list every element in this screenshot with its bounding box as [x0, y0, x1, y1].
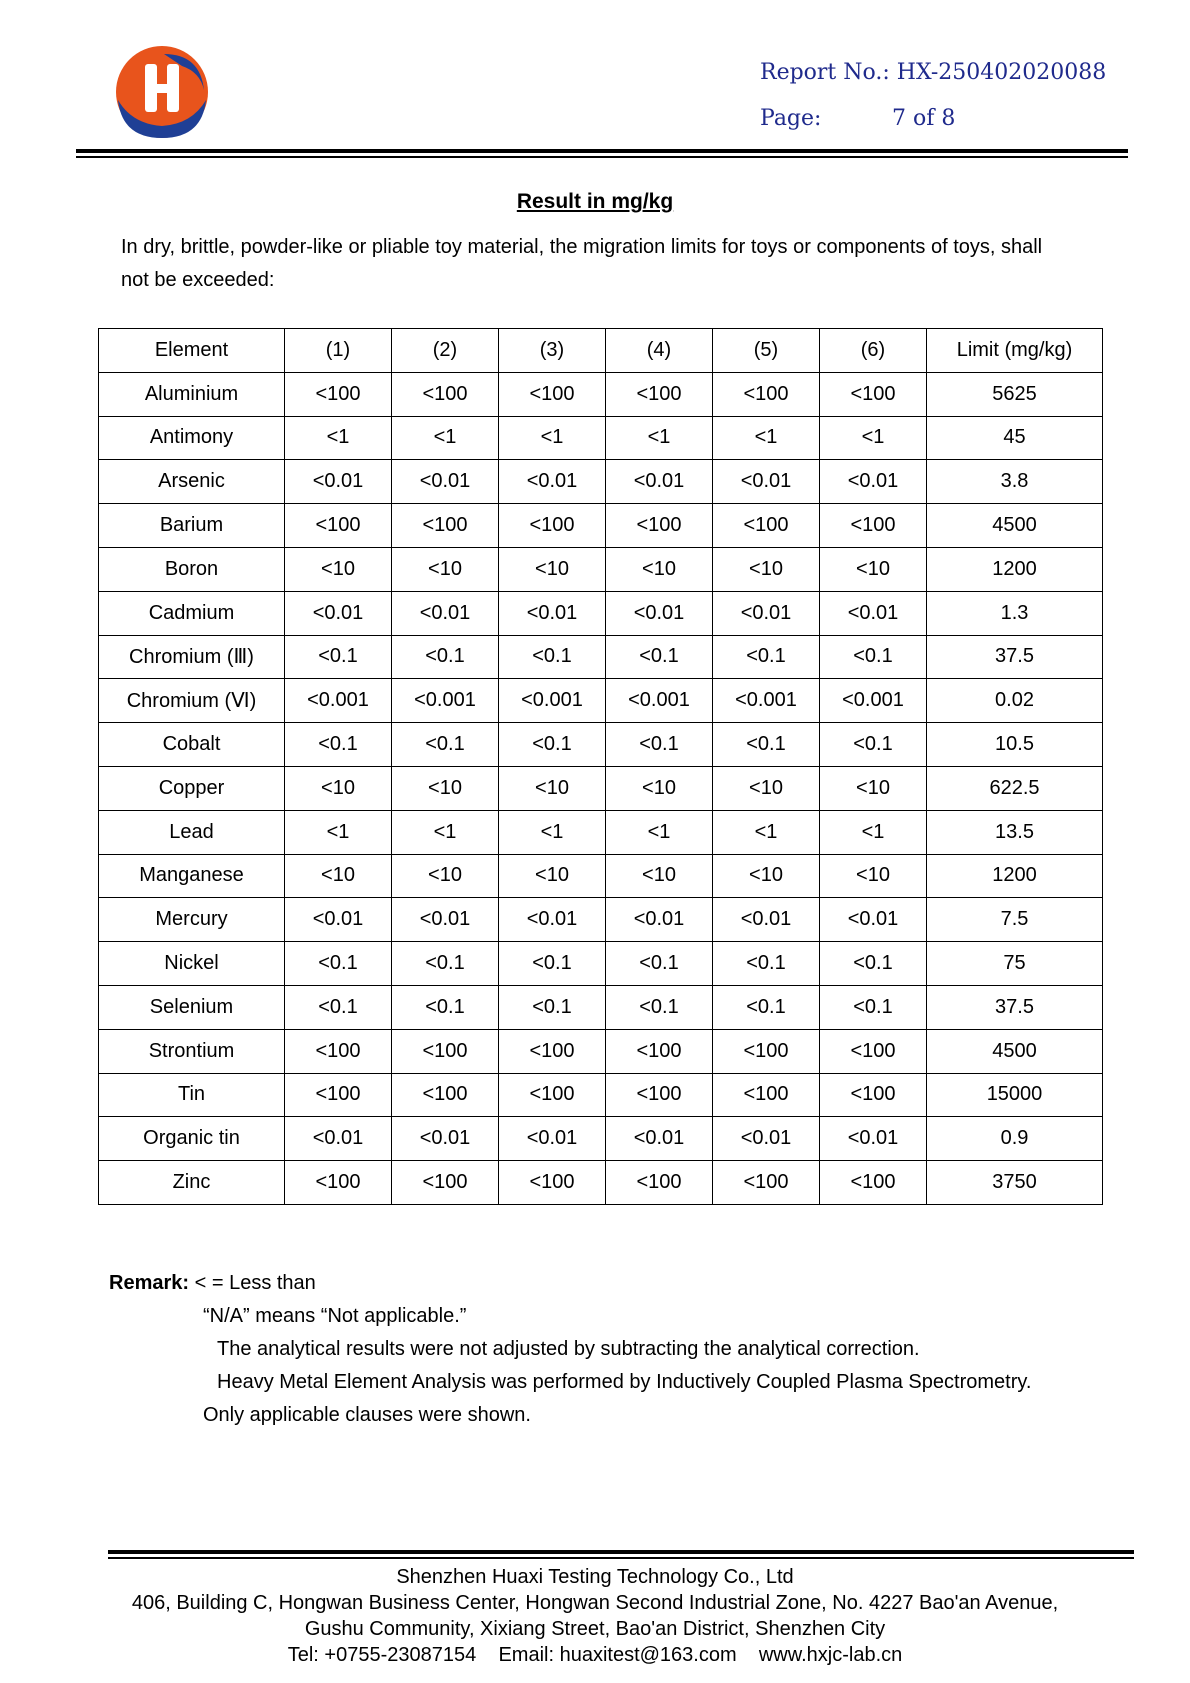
element-cell: Chromium (Ⅲ) [99, 635, 285, 679]
result-cell: <100 [392, 1161, 499, 1205]
limit-cell: 1.3 [927, 591, 1103, 635]
result-cell: <0.01 [713, 460, 820, 504]
element-cell: Selenium [99, 985, 285, 1029]
result-cell: <1 [820, 416, 927, 460]
result-cell: <100 [392, 372, 499, 416]
limit-cell: 37.5 [927, 635, 1103, 679]
element-cell: Zinc [99, 1161, 285, 1205]
element-cell: Nickel [99, 942, 285, 986]
limit-cell: 0.9 [927, 1117, 1103, 1161]
result-cell: <0.1 [606, 942, 713, 986]
result-cell: <10 [606, 854, 713, 898]
result-cell: <10 [285, 547, 392, 591]
result-cell: <0.1 [820, 635, 927, 679]
result-cell: <100 [499, 1029, 606, 1073]
column-header: (6) [820, 329, 927, 373]
table-row [99, 372, 1103, 416]
result-cell: <0.001 [820, 679, 927, 723]
result-cell: <100 [499, 372, 606, 416]
table-row [99, 766, 1103, 810]
column-header: (1) [285, 329, 392, 373]
result-cell: <100 [713, 1073, 820, 1117]
result-cell: <0.01 [285, 1117, 392, 1161]
table-row [99, 547, 1103, 591]
result-cell: <0.1 [285, 942, 392, 986]
element-cell: Aluminium [99, 372, 285, 416]
element-cell: Antimony [99, 416, 285, 460]
table-row [99, 679, 1103, 723]
limit-cell: 15000 [927, 1073, 1103, 1117]
remark-line-3: The analytical results were not adjusted by subtracting the analytical correction. [217, 1338, 920, 1360]
result-cell: <100 [606, 1073, 713, 1117]
limit-cell: 45 [927, 416, 1103, 460]
remark-line-2: “N/A” means “Not applicable.” [203, 1305, 467, 1327]
result-cell: <0.01 [713, 591, 820, 635]
limit-cell: 4500 [927, 504, 1103, 548]
result-cell: <0.01 [606, 898, 713, 942]
element-cell: Copper [99, 766, 285, 810]
table-row [99, 854, 1103, 898]
element-cell: Chromium (Ⅵ) [99, 679, 285, 723]
result-cell: <0.01 [606, 460, 713, 504]
result-cell: <10 [392, 547, 499, 591]
result-cell: <1 [499, 810, 606, 854]
element-cell: Boron [99, 547, 285, 591]
result-cell: <100 [820, 372, 927, 416]
result-cell: <0.001 [392, 679, 499, 723]
table-header-row [99, 329, 1103, 373]
result-cell: <100 [713, 504, 820, 548]
table-row [99, 1117, 1103, 1161]
result-cell: <100 [285, 372, 392, 416]
result-cell: <100 [285, 1073, 392, 1117]
result-cell: <0.1 [713, 723, 820, 767]
hx-logo-icon [112, 42, 212, 142]
table-row [99, 1161, 1103, 1205]
element-cell: Organic tin [99, 1117, 285, 1161]
result-cell: <100 [820, 1161, 927, 1205]
footer-contact: Tel: +0755-23087154 Email: huaxitest@163.com www.hxjc-lab.cn [287, 1644, 903, 1666]
remark-line-1 [109, 1272, 316, 1295]
table-row [99, 942, 1103, 986]
result-cell: <0.01 [820, 1117, 927, 1161]
result-cell: <100 [713, 372, 820, 416]
result-cell: <1 [392, 810, 499, 854]
result-cell: <10 [499, 766, 606, 810]
limit-cell: 10.5 [927, 723, 1103, 767]
result-cell: <0.1 [499, 723, 606, 767]
result-cell: <10 [606, 766, 713, 810]
table-row [99, 985, 1103, 1029]
result-cell: <1 [713, 416, 820, 460]
result-cell: <100 [285, 1161, 392, 1205]
result-cell: <100 [285, 504, 392, 548]
result-cell: <10 [499, 854, 606, 898]
result-cell: <0.01 [499, 898, 606, 942]
result-cell: <0.1 [392, 985, 499, 1029]
result-cell: <100 [820, 1073, 927, 1117]
element-cell: Lead [99, 810, 285, 854]
result-cell: <100 [606, 372, 713, 416]
result-cell: <1 [606, 416, 713, 460]
element-cell: Barium [99, 504, 285, 548]
page-label: Page: [760, 106, 822, 131]
table-body [99, 372, 1103, 1204]
results-table [98, 328, 1103, 1205]
table-row [99, 460, 1103, 504]
element-cell: Mercury [99, 898, 285, 942]
limit-cell: 622.5 [927, 766, 1103, 810]
result-cell: <0.01 [392, 460, 499, 504]
result-cell: <0.1 [392, 635, 499, 679]
result-cell: <0.1 [499, 635, 606, 679]
result-cell: <10 [820, 766, 927, 810]
column-header: (4) [606, 329, 713, 373]
result-cell: <0.01 [285, 898, 392, 942]
result-cell: <100 [285, 1029, 392, 1073]
column-header: (5) [713, 329, 820, 373]
result-cell: <0.1 [713, 942, 820, 986]
footer-rule [108, 1550, 1134, 1554]
result-cell: <0.1 [606, 635, 713, 679]
remark-text: < = Less than [189, 1272, 316, 1294]
result-cell: <0.1 [713, 635, 820, 679]
result-cell: <100 [499, 1073, 606, 1117]
limit-cell: 7.5 [927, 898, 1103, 942]
result-cell: <0.1 [713, 985, 820, 1029]
result-cell: <0.1 [499, 942, 606, 986]
result-cell: <0.1 [820, 942, 927, 986]
limit-cell: 3.8 [927, 460, 1103, 504]
result-cell: <0.01 [820, 460, 927, 504]
table-row [99, 810, 1103, 854]
column-header: (3) [499, 329, 606, 373]
result-cell: <0.01 [499, 591, 606, 635]
element-cell: Tin [99, 1073, 285, 1117]
result-cell: <100 [392, 1073, 499, 1117]
table-row [99, 723, 1103, 767]
result-cell: <0.01 [392, 898, 499, 942]
column-header: Element [99, 329, 285, 373]
result-cell: <1 [285, 810, 392, 854]
result-cell: <10 [820, 854, 927, 898]
result-cell: <0.01 [820, 591, 927, 635]
result-cell: <0.001 [499, 679, 606, 723]
result-cell: <10 [606, 547, 713, 591]
remark-line-5: Only applicable clauses were shown. [203, 1404, 531, 1426]
result-cell: <0.01 [713, 898, 820, 942]
element-cell: Cadmium [99, 591, 285, 635]
result-cell: <10 [820, 547, 927, 591]
limit-cell: 75 [927, 942, 1103, 986]
result-cell: <10 [392, 854, 499, 898]
result-cell: <10 [285, 854, 392, 898]
result-cell: <0.1 [392, 723, 499, 767]
result-cell: <100 [606, 1029, 713, 1073]
result-cell: <100 [499, 1161, 606, 1205]
limit-cell: 37.5 [927, 985, 1103, 1029]
limit-cell: 5625 [927, 372, 1103, 416]
table-row [99, 1073, 1103, 1117]
result-cell: <10 [713, 854, 820, 898]
header-rule [76, 149, 1128, 153]
result-cell: <0.1 [820, 985, 927, 1029]
result-cell: <100 [392, 1029, 499, 1073]
result-cell: <10 [499, 547, 606, 591]
table-row [99, 635, 1103, 679]
table-row [99, 898, 1103, 942]
result-cell: <100 [606, 1161, 713, 1205]
column-header: (2) [392, 329, 499, 373]
result-cell: <0.001 [713, 679, 820, 723]
element-cell: Manganese [99, 854, 285, 898]
result-cell: <1 [820, 810, 927, 854]
result-cell: <0.1 [820, 723, 927, 767]
result-cell: <10 [713, 547, 820, 591]
remark-label: Remark: [109, 1272, 190, 1294]
element-cell: Arsenic [99, 460, 285, 504]
result-cell: <1 [392, 416, 499, 460]
intro-line-2: not be exceeded: [121, 269, 275, 291]
result-cell: <0.01 [285, 460, 392, 504]
element-cell: Strontium [99, 1029, 285, 1073]
footer-address-1: 406, Building C, Hongwan Business Center, Hongwan Second Industrial Zone, No. 4227 Bao'an Avenue, [131, 1592, 1059, 1614]
result-cell: <0.01 [285, 591, 392, 635]
result-cell: <1 [713, 810, 820, 854]
footer-address-2: Gushu Community, Xixiang Street, Bao'an District, Shenzhen City [304, 1618, 886, 1640]
result-cell: <0.001 [285, 679, 392, 723]
result-cell: <10 [713, 766, 820, 810]
page-number: 7 of 8 [892, 106, 956, 131]
result-cell: <0.1 [606, 985, 713, 1029]
result-cell: <1 [606, 810, 713, 854]
result-cell: <0.1 [285, 985, 392, 1029]
section-title: Result in mg/kg [516, 190, 674, 213]
result-cell: <100 [713, 1161, 820, 1205]
result-cell: <0.01 [392, 591, 499, 635]
result-cell: <0.1 [392, 942, 499, 986]
footer-rule-thin [108, 1557, 1134, 1559]
limit-cell: 4500 [927, 1029, 1103, 1073]
header-rule-thin [76, 156, 1128, 158]
table-row [99, 504, 1103, 548]
remark-line-4: Heavy Metal Element Analysis was performed by Inductively Coupled Plasma Spectrometry. [217, 1371, 1032, 1393]
limit-cell: 1200 [927, 854, 1103, 898]
result-cell: <100 [499, 504, 606, 548]
result-cell: <100 [713, 1029, 820, 1073]
column-header: Limit (mg/kg) [927, 329, 1103, 373]
result-cell: <0.01 [499, 1117, 606, 1161]
result-cell: <0.1 [606, 723, 713, 767]
result-cell: <0.001 [606, 679, 713, 723]
intro-line-1: In dry, brittle, powder-like or pliable toy material, the migration limits for toys or components of toys, shall [121, 236, 1043, 258]
table-row [99, 591, 1103, 635]
result-cell: <0.01 [820, 898, 927, 942]
result-cell: <0.1 [285, 635, 392, 679]
result-cell: <100 [820, 504, 927, 548]
limit-cell: 3750 [927, 1161, 1103, 1205]
result-cell: <0.01 [713, 1117, 820, 1161]
footer-company: Shenzhen Huaxi Testing Technology Co., Ltd [396, 1566, 794, 1588]
result-cell: <0.01 [606, 1117, 713, 1161]
result-cell: <0.1 [499, 985, 606, 1029]
report-number: Report No.: HX-250402020088 [760, 60, 1107, 85]
result-cell: <100 [392, 504, 499, 548]
table-row [99, 1029, 1103, 1073]
element-cell: Cobalt [99, 723, 285, 767]
result-cell: <1 [499, 416, 606, 460]
result-cell: <0.01 [499, 460, 606, 504]
limit-cell: 13.5 [927, 810, 1103, 854]
limit-cell: 1200 [927, 547, 1103, 591]
result-cell: <10 [285, 766, 392, 810]
result-cell: <100 [820, 1029, 927, 1073]
result-cell: <0.01 [392, 1117, 499, 1161]
result-cell: <0.01 [606, 591, 713, 635]
result-cell: <100 [606, 504, 713, 548]
result-cell: <0.1 [285, 723, 392, 767]
result-cell: <10 [392, 766, 499, 810]
result-cell: <1 [285, 416, 392, 460]
limit-cell: 0.02 [927, 679, 1103, 723]
table-row [99, 416, 1103, 460]
